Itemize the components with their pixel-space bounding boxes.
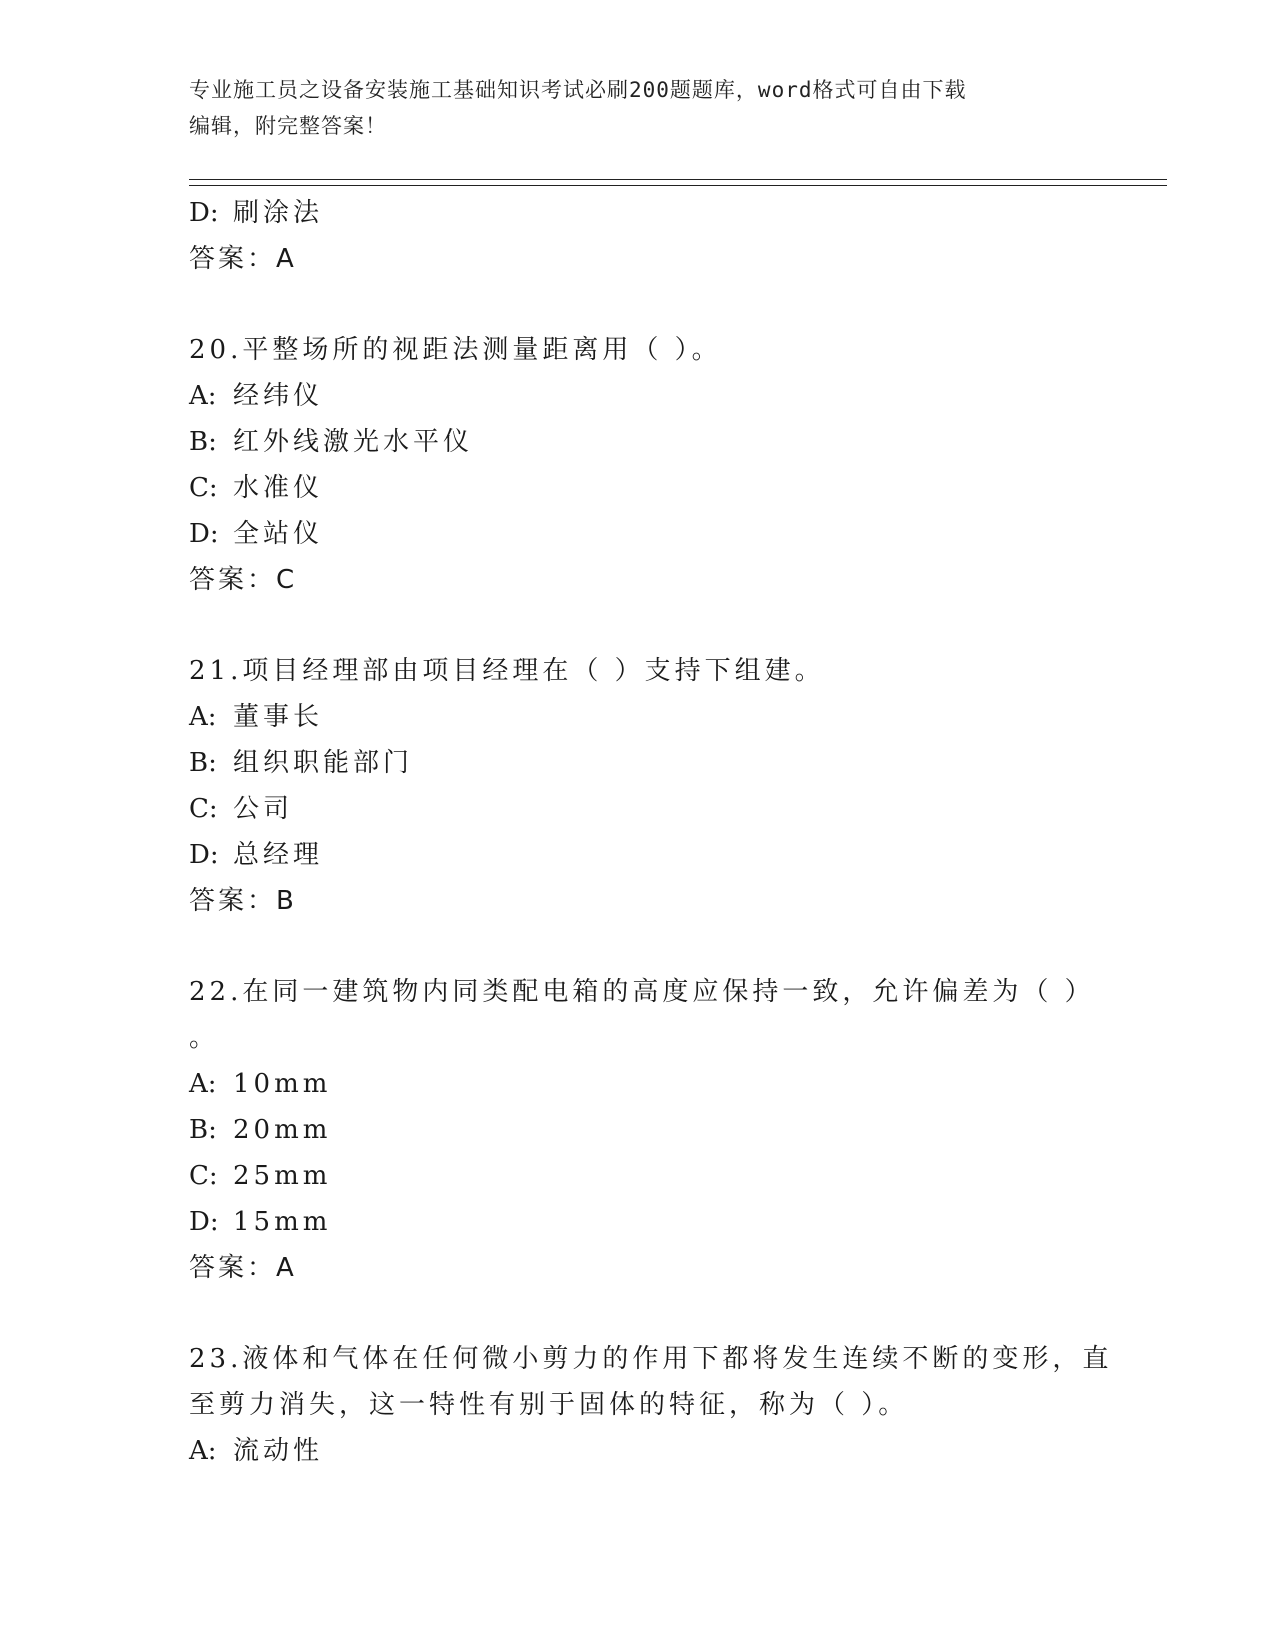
q22-answer: 答案：A: [189, 1253, 297, 1283]
header-rule-bottom: [189, 185, 1167, 186]
option-text: 10mm: [233, 1069, 332, 1099]
q23-stem-continued: 至剪力消失，这一特性有别于固体的特征，称为（ ）。: [189, 1390, 909, 1420]
document-header: [189, 72, 1089, 144]
option-label: A:: [189, 381, 217, 411]
header-rule-top: [189, 179, 1167, 180]
option-label: A:: [189, 1069, 217, 1099]
q21-option-b: [189, 740, 1089, 786]
option-label: A:: [189, 702, 217, 732]
q20-option-b: [189, 419, 1089, 465]
option-text: 20mm: [233, 1115, 332, 1145]
option-label: C:: [189, 473, 218, 503]
q23-option-a: [189, 1428, 1089, 1474]
q22-stem-continued: 。: [189, 1023, 220, 1053]
q20-option-c: [189, 465, 1089, 511]
prev-answer: 答案：A: [189, 244, 297, 274]
option-label: B:: [189, 427, 217, 457]
prev-option-d: [189, 190, 1089, 236]
option-text: 25mm: [233, 1161, 332, 1191]
option-text: 刷涂法: [233, 198, 324, 228]
option-label: A:: [189, 1436, 217, 1466]
option-text: 全站仪: [233, 519, 324, 549]
option-label: D:: [189, 519, 219, 549]
header-line-1: 专业施工员之设备安装施工基础知识考试必刷200题题库，word格式可自由下载: [189, 78, 967, 102]
q22-option-d: [189, 1199, 1089, 1245]
q22-stem: 22.在同一建筑物内同类配电箱的高度应保持一致，允许偏差为（ ）: [189, 977, 1095, 1007]
option-text: 组织职能部门: [233, 748, 414, 778]
q20-stem: 20.平整场所的视距法测量距离用（ ）。: [189, 335, 722, 365]
question-list: [189, 190, 1113, 1474]
option-text: 董事长: [233, 702, 324, 732]
option-text: 15mm: [233, 1207, 332, 1237]
option-label: B:: [189, 1115, 217, 1145]
q20-option-d: [189, 511, 1089, 557]
option-label: C:: [189, 794, 218, 824]
q21-option-a: [189, 694, 1089, 740]
option-text: 经纬仪: [233, 381, 324, 411]
header-line-2: 编辑，附完整答案！: [189, 114, 387, 138]
option-label: D:: [189, 1207, 219, 1237]
q20-option-a: [189, 373, 1089, 419]
option-text: 水准仪: [233, 473, 324, 503]
q22-option-a: [189, 1061, 1089, 1107]
q23-stem: 23.液体和气体在任何微小剪力的作用下都将发生连续不断的变形，直: [189, 1344, 1113, 1374]
q22-option-c: [189, 1153, 1089, 1199]
q21-option-c: [189, 786, 1089, 832]
q22-option-b: [189, 1107, 1089, 1153]
q20-answer: 答案：C: [189, 565, 298, 595]
q21-option-d: [189, 832, 1089, 878]
option-text: 红外线激光水平仪: [233, 427, 474, 457]
option-label: B:: [189, 748, 217, 778]
option-label: D:: [189, 198, 219, 228]
option-label: D:: [189, 840, 219, 870]
q21-stem: 21.项目经理部由项目经理在（ ）支持下组建。: [189, 656, 825, 686]
option-text: 公司: [233, 794, 294, 824]
option-label: C:: [189, 1161, 218, 1191]
option-text: 流动性: [233, 1436, 324, 1466]
q21-answer: 答案：B: [189, 886, 297, 916]
option-text: 总经理: [233, 840, 324, 870]
